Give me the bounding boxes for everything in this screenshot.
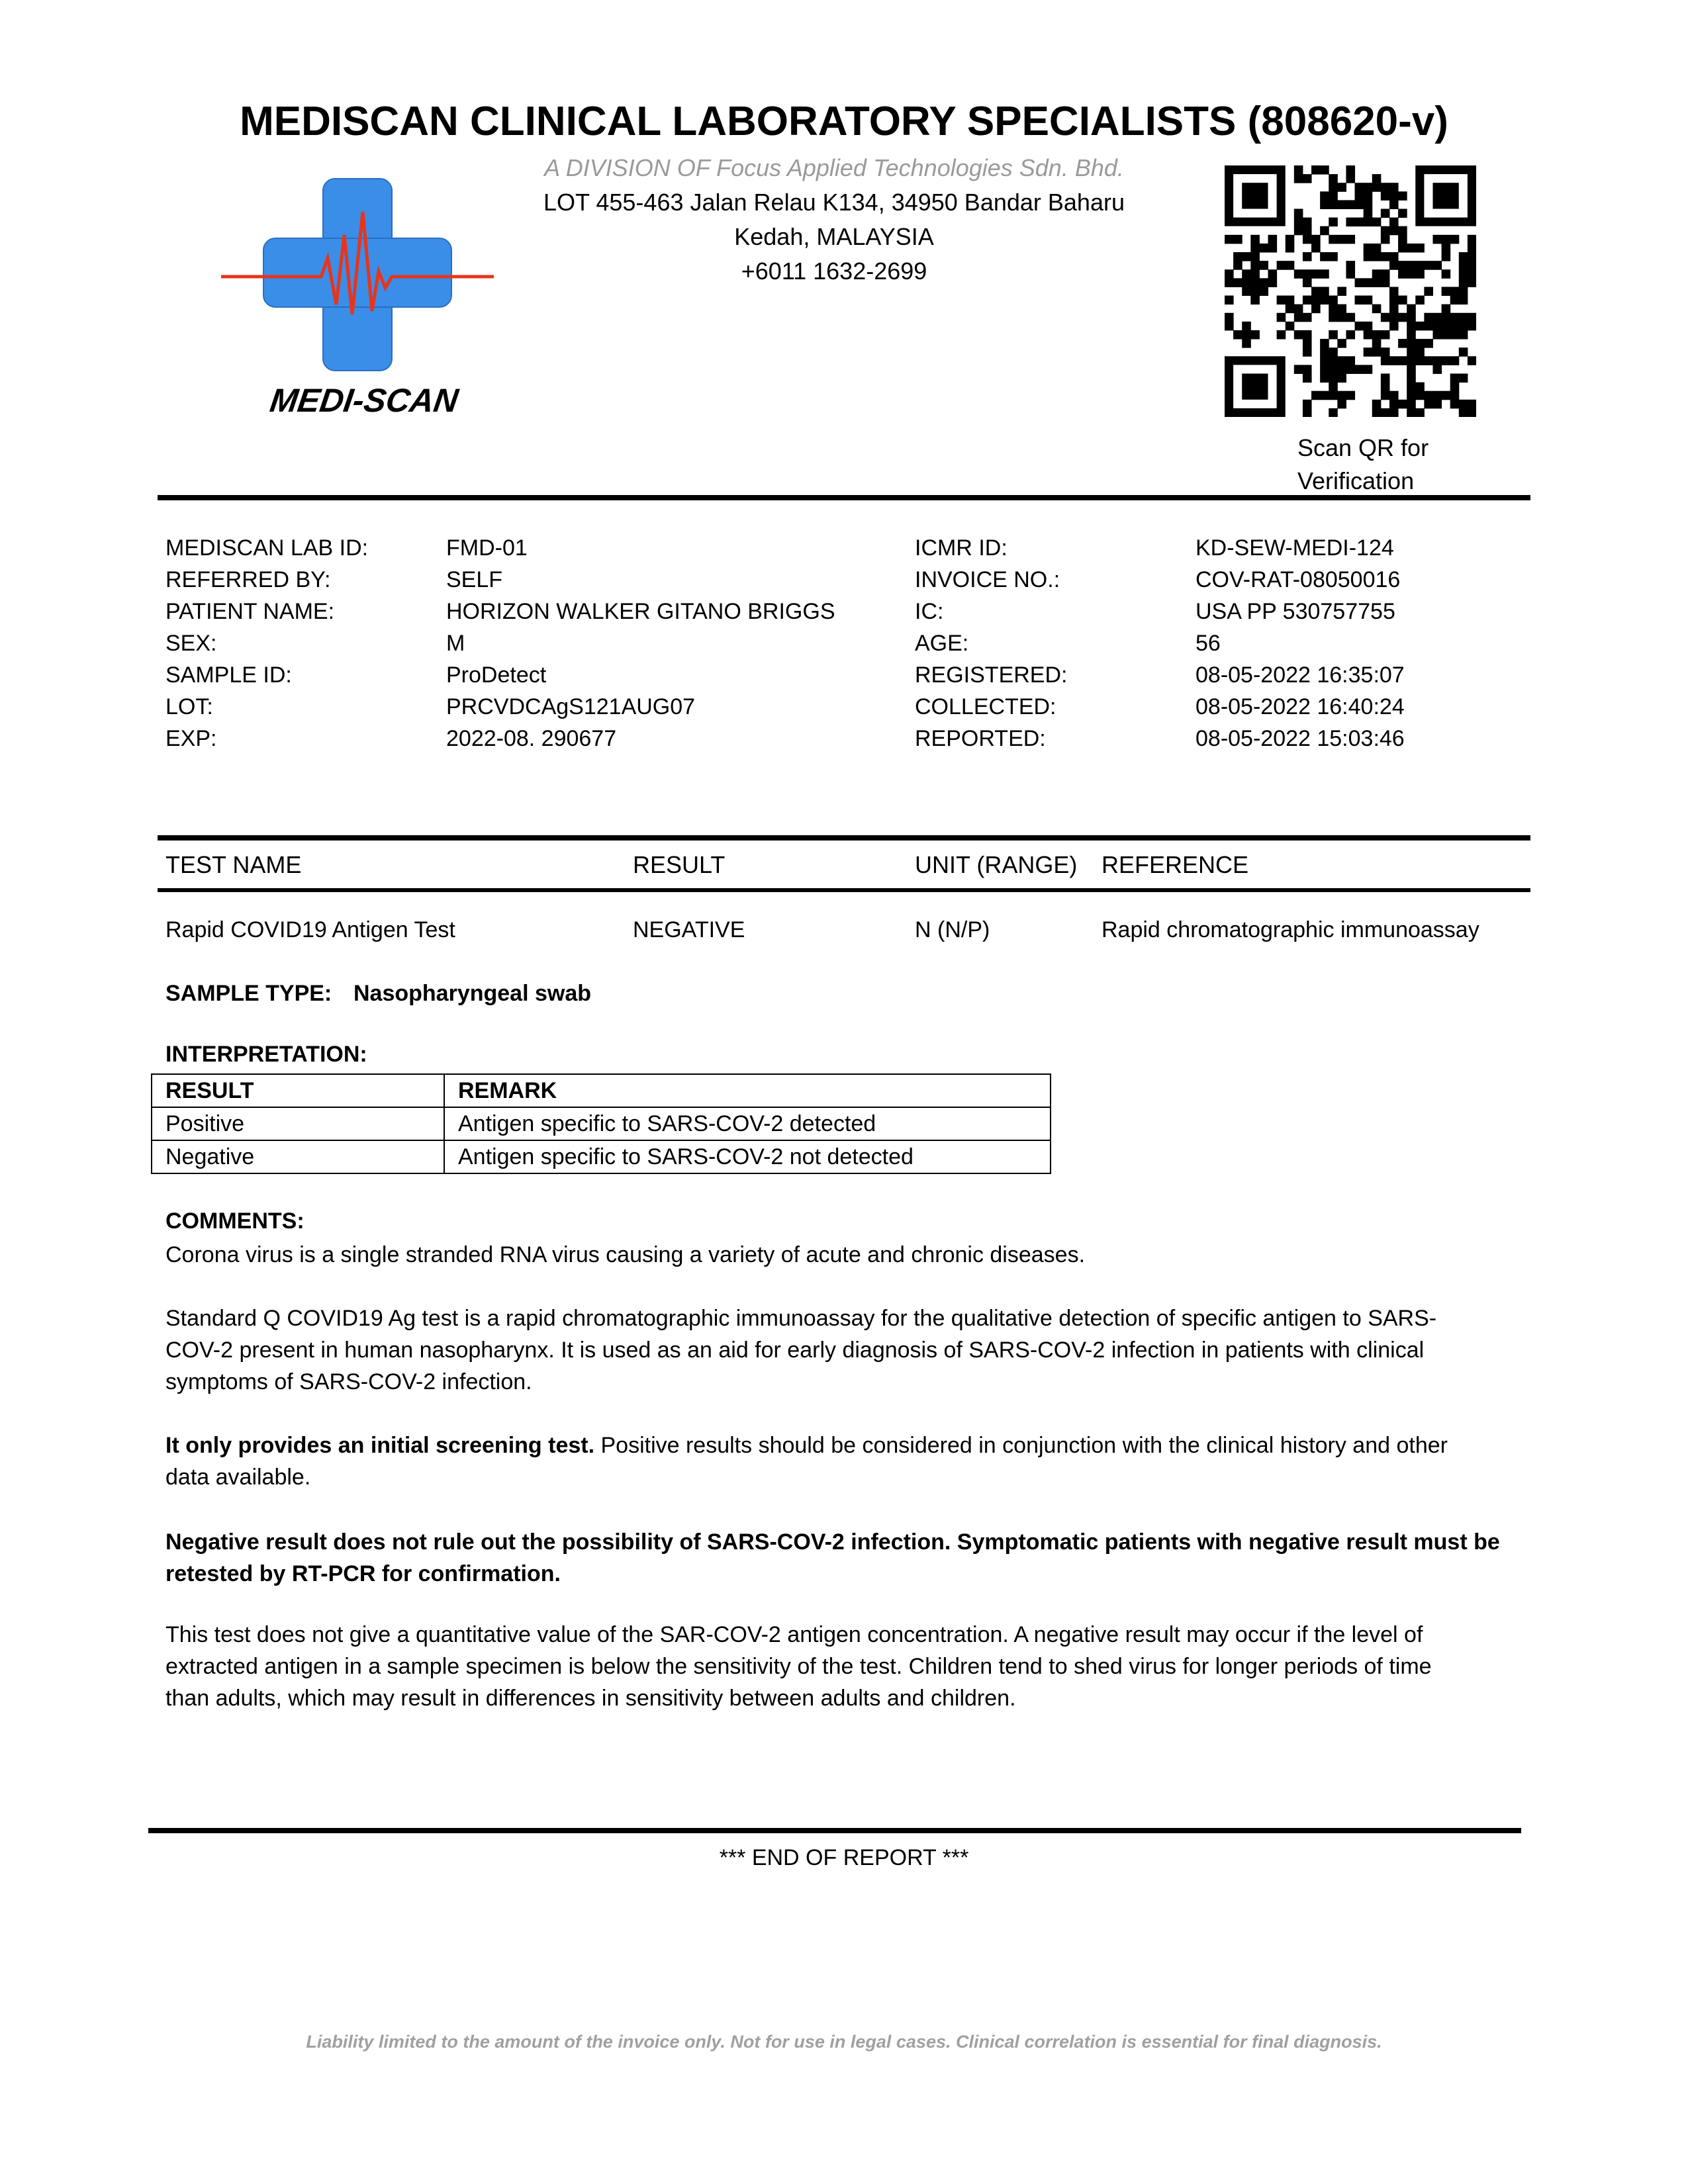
comment-line: symptoms of SARS-COV-2 infection.: [165, 1369, 532, 1394]
comment-paragraph-1: Corona virus is a single stranded RNA virus causing a variety of acute and chronic diseases.: [165, 1242, 1086, 1267]
division-line: A DIVISION OF Focus Applied Technologies Sdn. Bhd.: [544, 154, 1124, 181]
invoice-no-value: COV-RAT-08050016: [1196, 567, 1401, 592]
verification-qr-code[interactable]: [1225, 165, 1476, 417]
qr-caption-line: Verification: [1297, 467, 1415, 494]
reported-value: 08-05-2022 15:03:46: [1196, 726, 1405, 751]
info-right-values: [1196, 532, 1526, 754]
info-label: IC:: [915, 599, 944, 624]
medi-scan-logo: [212, 172, 503, 424]
sex-value: M: [446, 631, 465, 656]
qr-caption-line: Scan QR for: [1297, 434, 1429, 461]
results-top-rule: [158, 835, 1530, 841]
address-line: LOT 455-463 Jalan Relau K134, 34950 Bandar Baharu: [543, 189, 1125, 216]
info-label: LOT:: [165, 694, 213, 719]
screening-note-bold: It only provides an initial screening test.: [165, 1433, 595, 1458]
comment-line: Negative result does not rule out the possibility of SARS-COV-2 infection. Symptomatic patients with negative result must be: [165, 1529, 1500, 1555]
interpretation-title: INTERPRETATION:: [165, 1042, 367, 1067]
col-header-test-name: TEST NAME: [165, 851, 302, 878]
comment-line: [165, 1430, 1542, 1461]
info-label: PATIENT NAME:: [165, 599, 335, 624]
lot-value: PRCVDCAgS121AUG07: [446, 694, 696, 719]
comment-paragraph-4: [165, 1526, 1542, 1590]
col-header-unit-range: UNIT (RANGE): [915, 851, 1078, 878]
end-divider: [148, 1828, 1521, 1833]
table-header-remark: REMARK: [444, 1074, 1051, 1107]
icmr-id-value: KD-SEW-MEDI-124: [1196, 535, 1394, 561]
comment-paragraph-5: [165, 1619, 1542, 1714]
address-block: [503, 151, 1165, 289]
comment-paragraph-3: [165, 1430, 1542, 1493]
info-label: SEX:: [165, 631, 217, 656]
table-row: [152, 1107, 1051, 1140]
table-cell-result: Negative: [152, 1140, 444, 1173]
comment-line: retested by RT-PCR for confirmation.: [165, 1561, 561, 1586]
info-label: MEDISCAN LAB ID:: [165, 535, 369, 561]
reference-cell: Rapid chromatographic immunoassay: [1102, 917, 1479, 942]
address-line-region: Kedah, MALAYSIA: [734, 223, 934, 250]
comments-title: COMMENTS:: [165, 1208, 305, 1234]
info-label: ICMR ID:: [915, 535, 1008, 561]
comment-line: than adults, which may result in differences in sensitivity between adults and children.: [165, 1686, 1016, 1711]
comment-line: extracted antigen in a sample specimen is below the sensitivity of the test. Children tend to shed virus for longer periods of time: [165, 1654, 1432, 1679]
age-value: 56: [1196, 631, 1221, 656]
qr-code-icon: [1225, 165, 1476, 417]
results-header-rule: [158, 888, 1530, 892]
info-label: REPORTED:: [915, 726, 1046, 751]
table-cell-result: Positive: [152, 1107, 444, 1140]
info-label: REGISTERED:: [915, 662, 1068, 688]
interpretation-table: [151, 1073, 1051, 1174]
lab-id-value: FMD-01: [446, 535, 528, 561]
table-header-row: [152, 1074, 1051, 1107]
info-left-values: [446, 532, 910, 754]
lab-title: MEDISCAN CLINICAL LABORATORY SPECIALISTS (808620-v): [240, 99, 1448, 144]
test-name-cell: Rapid COVID19 Antigen Test: [165, 917, 455, 942]
info-label: COLLECTED:: [915, 694, 1056, 719]
table-header-result: RESULT: [152, 1074, 444, 1107]
comment-line: Standard Q COVID19 Ag test is a rapid chromatographic immunoassay for the qualitative detection of specific antigen to SARS-: [165, 1306, 1437, 1331]
info-label: REFERRED BY:: [165, 567, 331, 592]
phone-number: +6011 1632-2699: [741, 257, 927, 285]
screening-note-text: Positive results should be considered in conjunction with the clinical history and other: [594, 1433, 1448, 1458]
exp-value: 2022-08. 290677: [446, 726, 617, 751]
header-divider: [158, 495, 1530, 500]
table-cell-remark: Antigen specific to SARS-COV-2 detected: [444, 1107, 1051, 1140]
result-cell: NEGATIVE: [633, 917, 745, 942]
col-header-result: RESULT: [633, 851, 726, 878]
referred-by-value: SELF: [446, 567, 503, 592]
unit-range-cell: N (N/P): [915, 917, 990, 942]
qr-caption: [1297, 432, 1443, 498]
comment-line: COV-2 present in human nasopharynx. It is used as an aid for early diagnosis of SARS-COV-2 infection in patients with clinical: [165, 1338, 1425, 1363]
collected-value: 08-05-2022 16:40:24: [1196, 694, 1405, 719]
info-label: EXP:: [165, 726, 217, 751]
info-label: AGE:: [915, 631, 969, 656]
sample-type-label: SAMPLE TYPE:: [165, 981, 332, 1006]
liability-disclaimer: Liability limited to the amount of the invoice only. Not for use in legal cases. Clinical correlation is essential for final diagnosis.: [306, 2032, 1382, 2052]
logo-text: MEDI-SCAN: [267, 382, 461, 419]
registered-value: 08-05-2022 16:35:07: [1196, 662, 1405, 688]
end-of-report: *** END OF REPORT ***: [719, 1845, 969, 1870]
comment-paragraph-2: [165, 1302, 1542, 1398]
sample-type-value: Nasopharyngeal swab: [353, 981, 592, 1006]
info-right-labels: [915, 532, 1180, 754]
info-label: SAMPLE ID:: [165, 662, 292, 688]
comment-line: data available.: [165, 1465, 311, 1490]
sample-id-value: ProDetect: [446, 662, 547, 688]
patient-name-value: HORIZON WALKER GITANO BRIGGS: [446, 599, 835, 624]
table-cell-remark: Antigen specific to SARS-COV-2 not detected: [444, 1140, 1051, 1173]
table-row: [152, 1140, 1051, 1173]
info-left-labels: [165, 532, 444, 754]
col-header-reference: REFERENCE: [1102, 851, 1249, 878]
ic-value: USA PP 530757755: [1196, 599, 1395, 624]
info-label: INVOICE NO.:: [915, 567, 1060, 592]
comment-line: This test does not give a quantitative value of the SAR-COV-2 antigen concentration. A negative result may occur if the level of: [165, 1622, 1423, 1647]
